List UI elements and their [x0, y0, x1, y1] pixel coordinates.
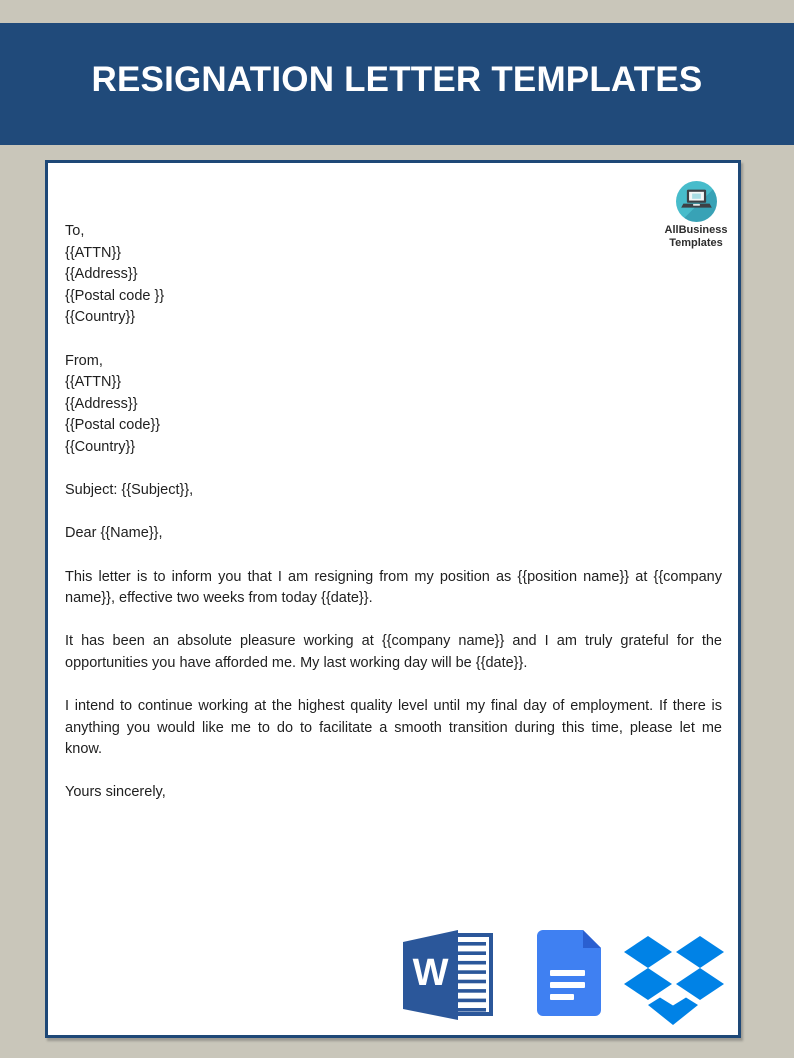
- dropbox-glyph: [622, 934, 726, 1026]
- salutation: Dear {{Name}},: [65, 525, 163, 542]
- sender-line: {{Address}}: [65, 395, 138, 412]
- paragraph-2: [65, 631, 722, 674]
- word-w-letter: W: [412, 952, 449, 994]
- laptop-icon-glyph: [679, 187, 714, 215]
- google-docs-icon[interactable]: [537, 930, 601, 1016]
- letter-body: [65, 221, 722, 826]
- paragraph-line: anything you would like me to do to facilitate a smooth transition during this time, please let me: [65, 719, 722, 736]
- recipient-line: {{Country}}: [65, 309, 136, 326]
- sender-line: From,: [65, 352, 103, 369]
- sender-line: {{ATTN}}: [65, 374, 122, 391]
- recipient-block: [65, 221, 722, 329]
- google-docs-glyph: [537, 930, 601, 1016]
- paragraph-line: know.: [65, 741, 103, 758]
- sender-line: {{Postal code}}: [65, 417, 161, 434]
- sender-line: {{Country}}: [65, 438, 136, 455]
- paragraph-1: [65, 567, 722, 610]
- recipient-line: {{ATTN}}: [65, 244, 122, 261]
- laptop-icon: [676, 181, 717, 222]
- paragraph-line: name}}, effective two weeks from today {{date}}.: [65, 590, 373, 607]
- header-banner: [0, 23, 794, 145]
- subject-line: Subject: {{Subject}},: [65, 482, 194, 499]
- dropbox-icon[interactable]: [622, 934, 726, 1026]
- page-title: RESIGNATION LETTER TEMPLATES: [91, 59, 703, 99]
- paragraph-3: [65, 696, 722, 761]
- recipient-line: {{Address}}: [65, 266, 138, 283]
- sender-block: [65, 351, 722, 459]
- paragraph-line: It has been an absolute pleasure working at {{company name}} and I am truly grateful for the: [65, 633, 722, 650]
- paragraph-line: opportunities you have afforded me. My last working day will be {{date}}.: [65, 654, 528, 671]
- logo-text-line1: AllBusiness: [664, 224, 728, 236]
- closing: Yours sincerely,: [65, 784, 166, 801]
- recipient-line: {{Postal code }}: [65, 287, 165, 304]
- logo-text-line2: Templates: [669, 236, 723, 249]
- letter-document: [45, 160, 741, 1038]
- recipient-line: To,: [65, 223, 85, 239]
- paragraph-line: This letter is to inform you that I am resigning from my position as {{position name}} at {{company: [65, 568, 722, 585]
- paragraph-line: I intend to continue working at the highest quality level until my final day of employment. If there is: [65, 698, 722, 715]
- microsoft-word-icon[interactable]: [402, 929, 494, 1021]
